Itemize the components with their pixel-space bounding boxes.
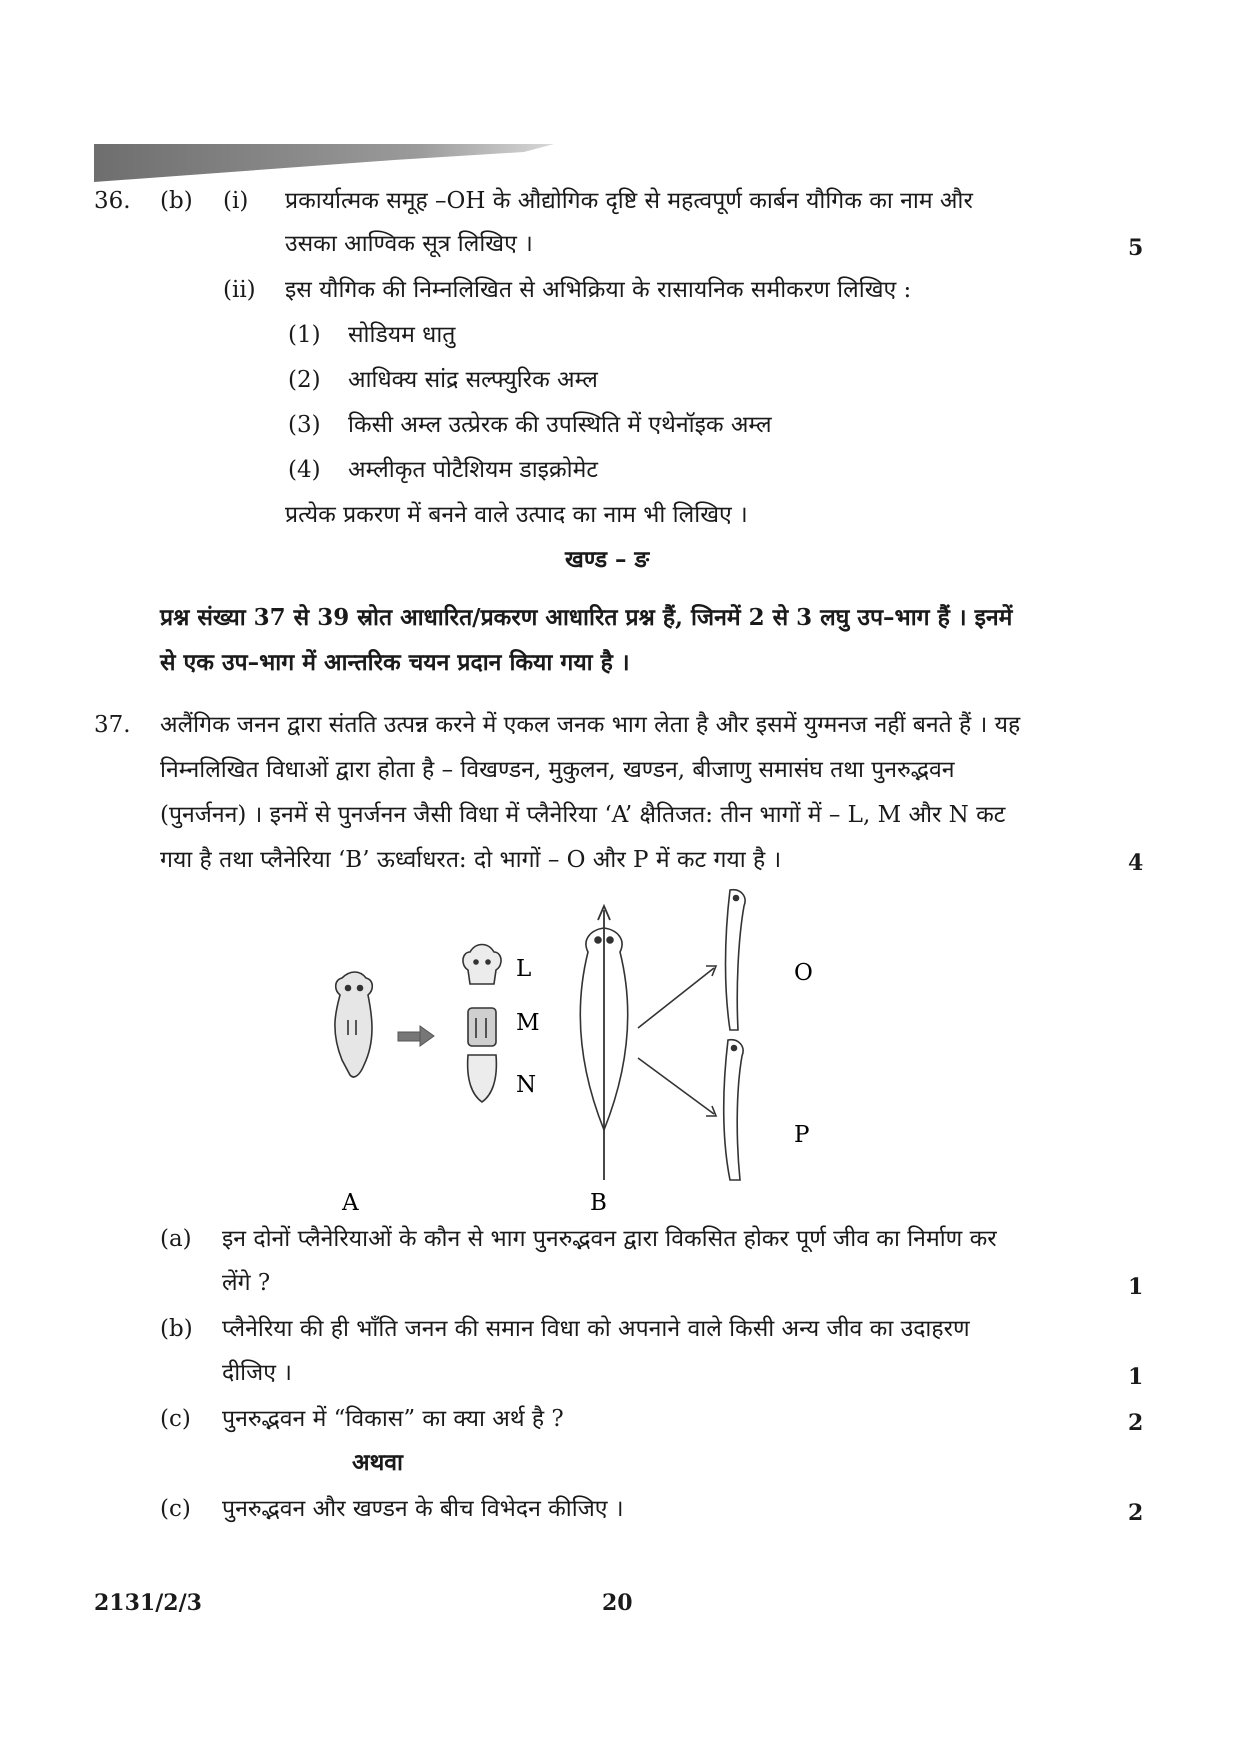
q36-i-text-line1: प्रकार्यात्मक समूह –OH के औद्योगिक दृष्टि से महत्वपूर्ण कार्बन यौगिक का नाम और — [285, 188, 973, 214]
piece-n — [468, 1055, 497, 1102]
figure-label-a: A — [342, 1190, 359, 1216]
q36-number: 36. — [94, 188, 131, 214]
cut-arrow — [398, 1026, 434, 1046]
figure-label-m: M — [516, 1010, 540, 1036]
q36-ii-text: इस यौगिक की निम्नलिखित से अभिक्रिया के रासायनिक समीकरण लिखिए : — [285, 277, 912, 303]
page-number: 20 — [602, 1590, 633, 1616]
planaria-b-pieces — [724, 890, 745, 1180]
q37-text-line3: (पुनर्जनन) । इनमें से पुनर्जनन जैसी विधा में प्लैनेरिया ‘A’ क्षैतिजत: तीन भागों में – L, M और N कट — [160, 802, 1006, 828]
q36-item-text: आधिक्य सांद्र सल्फ्युरिक अम्ल — [348, 367, 598, 393]
q37-sub-marks: 2 — [1128, 1410, 1144, 1436]
piece-m — [468, 1008, 496, 1046]
section-instructions-line1: प्रश्न संख्या 37 से 39 स्रोत आधारित/प्रकरण आधारित प्रश्न हैं, जिनमें 2 से 3 लघु उप–भाग हैं । इनमें — [160, 604, 1013, 631]
q37-sub-text: पुनरुद्भवन और खण्डन के बीच विभेदन कीजिए । — [222, 1496, 624, 1522]
q37-sub-text: इन दोनों प्लैनेरियाओं के कौन से भाग पुनरुद्भवन द्वारा विकसित होकर पूर्ण जीव का निर्माण कर — [222, 1226, 997, 1252]
figure-label-l: L — [516, 956, 532, 982]
q36-ii-label: (ii) — [223, 277, 256, 303]
q36-item-number: (1) — [288, 322, 321, 348]
q37-sub-marks: 1 — [1128, 1274, 1144, 1300]
q37-sub-marks: 1 — [1128, 1364, 1144, 1390]
q37-sub-label: (c) — [160, 1496, 191, 1522]
q37-marks: 4 — [1128, 850, 1144, 876]
figure-label-n: N — [516, 1072, 537, 1098]
piece-p — [724, 1040, 743, 1180]
q36-closing-text: प्रत्येक प्रकरण में बनने वाले उत्पाद का नाम भी लिखिए । — [285, 502, 748, 528]
header-band — [94, 144, 554, 182]
q37-text-line1: अलैंगिक जनन द्वारा संतति उत्पन्न करने में एकल जनक भाग लेता है और इसमें युग्मनज नहीं बनते हैं । यह — [160, 712, 1021, 738]
planaria-figure — [320, 880, 880, 1220]
piece-o — [726, 890, 746, 1030]
q37-sub-label: (a) — [160, 1226, 192, 1252]
q36-item-number: (4) — [288, 457, 321, 483]
q37-sub-text: दीजिए । — [222, 1360, 292, 1386]
q37-sub-marks: 2 — [1128, 1500, 1144, 1526]
q37-sub-text: पुनरुद्भवन में “विकास” का क्या अर्थ है ? — [222, 1406, 564, 1432]
figure-label-b: B — [590, 1190, 607, 1216]
section-title: खण्ड – ङ — [565, 546, 650, 573]
planaria-a-pieces — [463, 945, 501, 1103]
q37-sub-label: (c) — [160, 1406, 191, 1432]
q36-marks: 5 — [1128, 235, 1144, 261]
q37-sub-label: (b) — [160, 1316, 193, 1342]
paper-code: 2131/2/3 — [94, 1590, 202, 1616]
q36-i-label: (i) — [223, 188, 249, 214]
q37-text-line2: निम्नलिखित विधाओं द्वारा होता है – विखण्डन, मुकुलन, खण्डन, बीजाणु समासंघ तथा पुनरुद्भवन — [160, 757, 955, 783]
q36-item-text: अम्लीकृत पोटैशियम डाइक्रोमेट — [348, 457, 598, 483]
q37-sub-text: लेंगे ? — [222, 1270, 271, 1296]
piece-l — [463, 945, 501, 985]
q36-item-text: किसी अम्ल उत्प्रेरक की उपस्थिति में एथेनॉइक अम्ल — [348, 412, 772, 438]
section-instructions-line2: से एक उप–भाग में आन्तरिक चयन प्रदान किया गया है । — [160, 649, 630, 676]
planaria-b-drawing — [580, 906, 627, 1180]
q36-item-number: (2) — [288, 367, 321, 393]
q37-number: 37. — [94, 712, 131, 738]
figure-label-p: P — [794, 1122, 810, 1148]
q36-item-number: (3) — [288, 412, 321, 438]
q37-sub-text: प्लैनेरिया की ही भाँति जनन की समान विधा को अपनाने वाले किसी अन्य जीव का उदाहरण — [222, 1316, 970, 1342]
figure-label-o: O — [794, 960, 813, 986]
q36-item-text: सोडियम धातु — [348, 322, 456, 348]
q36-i-text-line2: उसका आण्विक सूत्र लिखिए । — [285, 231, 533, 257]
q37-text-line4: गया है तथा प्लैनेरिया ‘B’ ऊर्ध्वाधरत: दो भागों – O और P में कट गया है । — [160, 847, 782, 873]
or-divider: अथवा — [352, 1449, 404, 1476]
q36-part-label: (b) — [160, 188, 193, 214]
split-arrows — [638, 966, 716, 1116]
planaria-a-drawing — [335, 972, 372, 1077]
